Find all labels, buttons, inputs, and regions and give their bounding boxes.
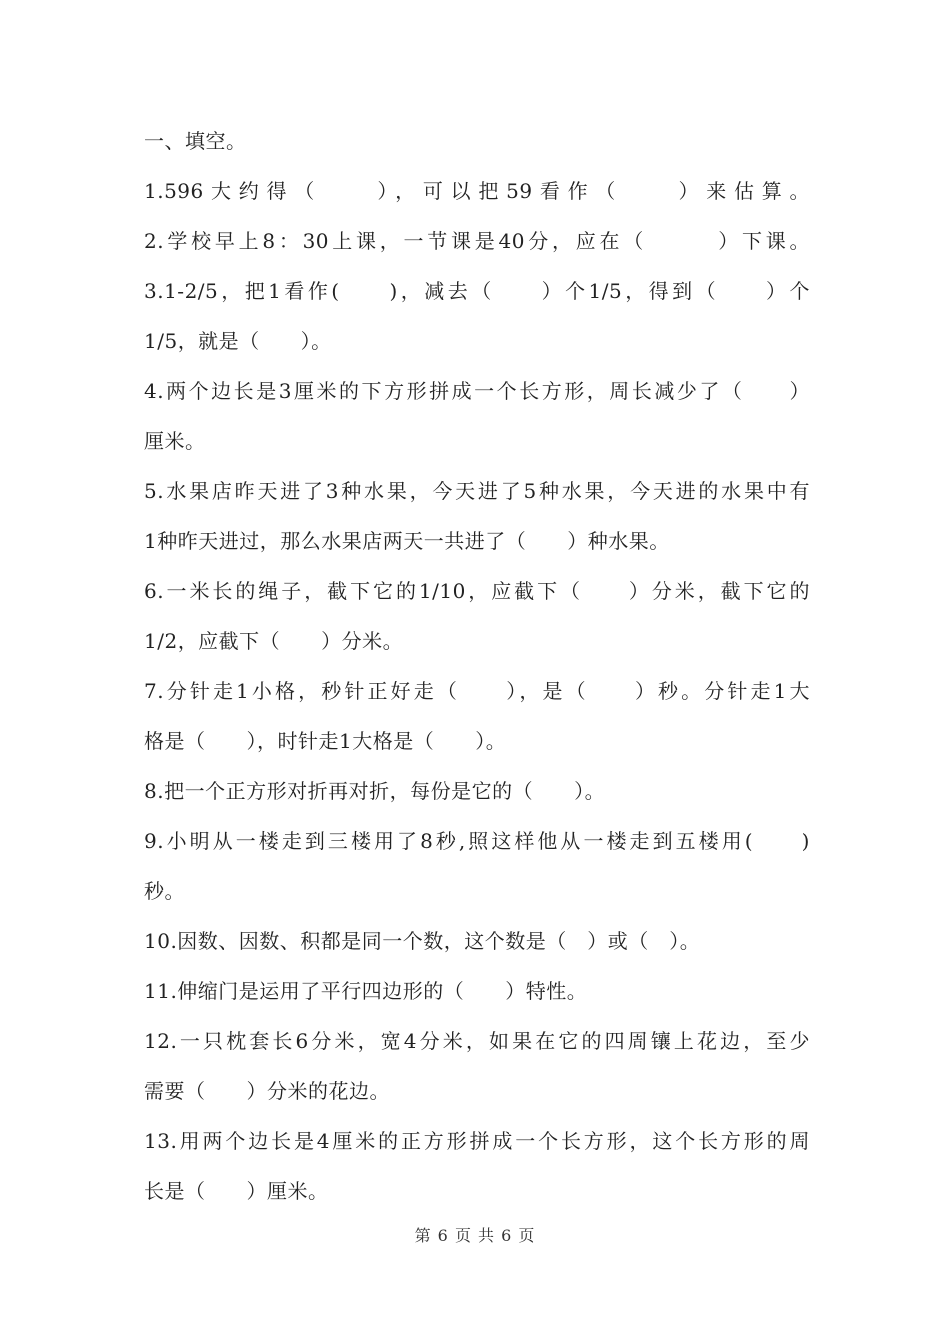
question-line: 4.两个边长是3厘米的下方形拼成一个长方形，周长减少了（ ） bbox=[144, 379, 810, 403]
question-line: 7.分针走1小格，秒针正好走（ ），是（ ）秒。分针走1大 bbox=[144, 679, 810, 703]
page-footer: 第 6 页 共 6 页 bbox=[414, 1226, 536, 1245]
question-line: 秒。 bbox=[144, 879, 185, 903]
question-line: 格是（ ），时针走1大格是（ ）。 bbox=[144, 729, 507, 753]
question-line: 10.因数、因数、积都是同一个数，这个数是（ ）或（ ）。 bbox=[144, 929, 701, 953]
question-line: 2.学校早上8：30上课，一节课是40分，应在（ ）下课。 bbox=[144, 229, 810, 253]
question-line: 厘米。 bbox=[144, 429, 206, 453]
question-line: 9.小明从一楼走到三楼用了8秒,照这样他从一楼走到五楼用( ) bbox=[144, 829, 810, 853]
question-line: 11.伸缩门是运用了平行四边形的（ ）特性。 bbox=[144, 979, 588, 1003]
section-title: 一、填空。 bbox=[144, 129, 247, 153]
question-line: 6.一米长的绳子，截下它的1/10，应截下（ ）分米，截下它的 bbox=[144, 579, 810, 603]
question-line: 1种昨天进过，那么水果店两天一共进了（ ）种水果。 bbox=[144, 529, 670, 553]
question-line: 8.把一个正方形对折再对折，每份是它的（ ）。 bbox=[144, 779, 606, 803]
question-line: 5.水果店昨天进了3种水果，今天进了5种水果，今天进的水果中有 bbox=[144, 479, 810, 503]
question-line: 12.一只枕套长6分米，宽4分米，如果在它的四周镶上花边，至少 bbox=[144, 1029, 810, 1053]
question-line: 1.596大约得（ ），可以把59看作（ ）来估算。 bbox=[144, 179, 810, 203]
question-line: 1/2，应截下（ ）分米。 bbox=[144, 629, 404, 653]
question-line: 3.1-2/5，把1看作( )，减去（ ）个1/5，得到（ ）个 bbox=[144, 279, 810, 303]
question-line: 需要（ ）分米的花边。 bbox=[144, 1079, 390, 1103]
question-line: 1/5，就是（ ）。 bbox=[144, 329, 332, 353]
question-line: 13.用两个边长是4厘米的正方形拼成一个长方形，这个长方形的周 bbox=[144, 1129, 810, 1153]
worksheet-content bbox=[144, 116, 810, 1216]
question-line: 长是（ ）厘米。 bbox=[144, 1179, 329, 1203]
